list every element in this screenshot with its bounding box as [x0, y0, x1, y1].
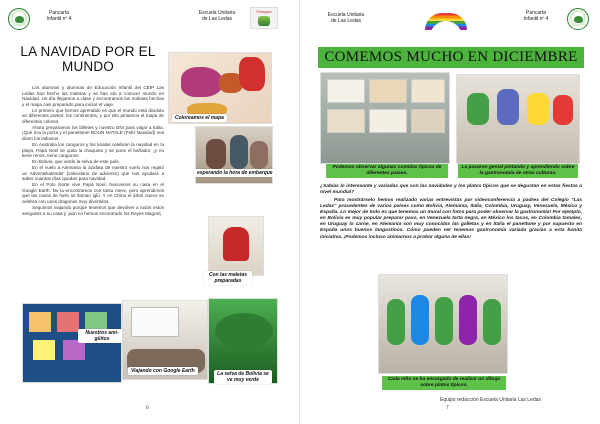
photo-friends	[22, 303, 122, 383]
school-name: Escuela Unitaria de Las Ledas	[327, 12, 365, 24]
caption-map: Coloreamos el mapa	[172, 114, 227, 122]
school-emblem	[250, 7, 278, 29]
paragraph: En el Polo Norte vive Papá Noel, buscamos su casa en el Google Earth. No la encontramos con tanta nieve, pero aprendimos que las casas de hielo se llaman iglú. Y en China el árbol nuevo se celebra con unos dragones muy divertidos.	[22, 182, 164, 204]
mural-photo	[369, 109, 407, 133]
pancarta-label: Pancarta Infantil nº 4	[523, 10, 549, 22]
child-figure	[553, 95, 573, 125]
paper-figure	[57, 312, 79, 332]
photo-suitcases	[208, 216, 264, 276]
mural-photo	[411, 109, 445, 133]
child-figure	[467, 93, 489, 125]
child-figure	[250, 141, 268, 169]
rainbow-logo-icon	[425, 13, 467, 30]
page-number: 7	[446, 405, 449, 411]
caption-suitcases: Con las maletas preparadas	[204, 271, 252, 285]
paragraph: Lo primero que hemos aprendido es que el mundo está dividido en diferentes partes: los continentes, y por ello pintamos el mapa de diferentes colores.	[22, 107, 164, 124]
emblem-label: Pelegría	[256, 9, 272, 14]
paragraph: Los alumnos y alumnas de Educación Infantil del CEIP Las Ledas han hecho las maletas y se han ido a conocer mundo en Navidad. Un día llegamos a clase y encontramos las maletas hechas y el mapa casi preparado para iniciar el viaje.	[22, 85, 164, 107]
mural-photo	[327, 109, 365, 133]
caption-boarding: esperando la hora de embarque	[194, 169, 276, 177]
mural-photo	[327, 79, 365, 103]
caption-gastronomy: La pasaron genial pintando y aprendiendo sobre la gastronomía de otras culturas.	[458, 164, 578, 178]
paper-figure	[29, 312, 51, 332]
pancarta-label: Pancarta Infantil nº 4	[46, 10, 72, 22]
mural-photo	[411, 79, 445, 103]
article-body	[22, 85, 164, 217]
paragraph: Ahora preparamos los billetes y nuestro DNI para viajar a Italia. ¡Qué rica la pizza y el panettone! BOUN NATALE (Feliz Navidad) nos dicen los italianos.	[22, 124, 164, 141]
child-figure	[483, 299, 501, 345]
school-logo-icon	[8, 8, 30, 30]
paragraph: Para mostrárselo hemos realizado varias entrevistas por videoconferencia a padres del Colegio "Las Ledas" procedentes de varios países como Bolivia, Alemania, Italia, Colombia, Uruguay, Venezuela, México y España. Lo mejor de todo es que tenemos un mural con fotos para poder observar la gastronomía! Por ejemplo, en Bolivia es muy popular preparar pavo, en Venezuela tarta negra, en México los tacos, en Colombia tamales, en Uruguay la carne, en Alemania son muy conocidas las galletas y en Italia el panettone y por supuesto en España unos buenos langostinos. Cómo pueden ver tenemos gastronomía variada gracias a esta bonita iniciativa. ¡Podemos incluso animarnos a probar alguna de ellas!	[320, 198, 582, 240]
paragraph: En Bolivia, que verde la selva de este país.	[32, 159, 120, 165]
child-figure	[223, 227, 249, 261]
paragraph: En el vuelo a Alemania la azafata de nuestro vuelo nos regaló un Adventskalender (calendario de adviento) que nos ayudará a saber cuantos días quedan para navidad.	[22, 165, 164, 182]
caption-drawing: Cada niño se ha encargado de realizar un dibujo sobre platos típicos.	[382, 376, 506, 390]
paper-figure	[33, 340, 55, 360]
caption-bolivia: La selva de Bolivia se ve muy verde	[214, 370, 272, 384]
screen	[131, 307, 179, 337]
caption-food: Podemos observar algunas comidas típicas de diferentes países.	[326, 164, 448, 178]
paragraph: En Australia los canguros y los koalas celebran la navidad en la playa, Papá Noel se quita la chaqueta y se pone el bañador, ¡y no tiene renos, tiene canguros!	[22, 141, 164, 159]
jungle	[215, 313, 273, 349]
footer-credit: Equipo redacción Escuela Unitaria Las Ledas	[440, 397, 541, 403]
paper-figure	[63, 340, 85, 360]
page-title: LA NAVIDAD POR EL MUNDO	[20, 44, 156, 74]
child-figure	[230, 135, 248, 169]
mural-photo	[369, 79, 407, 103]
school-name: Escuela Unitaria de Las Ledas	[198, 10, 236, 22]
child-figure	[239, 57, 265, 91]
photo-drawings	[378, 274, 508, 374]
right-page	[300, 0, 600, 424]
caption-friends: Nuestros ami- güitos	[78, 329, 126, 343]
intro-text: ¿Sabías lo interesante y variadas que son las navidades y los platos típicos que se degustan en estas fiestas a nivel mundial?	[320, 184, 582, 196]
child-figure	[497, 89, 519, 125]
child-figure	[206, 139, 226, 169]
paragraph: Seguimos viajando porque tenemos que devolver a todos estos amiguitos a su casa y ¡aún no hemos encontrado los Reyes Magos!¡	[22, 204, 164, 216]
photo-food-mural	[320, 72, 450, 164]
child-figure	[527, 93, 549, 125]
child-figure	[459, 295, 477, 345]
article-body	[320, 198, 582, 241]
caption-google-earth: Viajando con Google Earth	[128, 367, 198, 375]
map-continent	[181, 67, 223, 97]
school-logo-icon	[567, 8, 589, 30]
child-figure	[411, 295, 429, 345]
child-figure	[435, 297, 453, 345]
photo-painting	[456, 74, 580, 164]
tree-icon	[258, 16, 270, 26]
page-number: 6	[146, 405, 149, 411]
child-figure	[387, 299, 405, 345]
page-title: COMEMOS MUCHO EN DICIEMBRE	[318, 47, 584, 68]
